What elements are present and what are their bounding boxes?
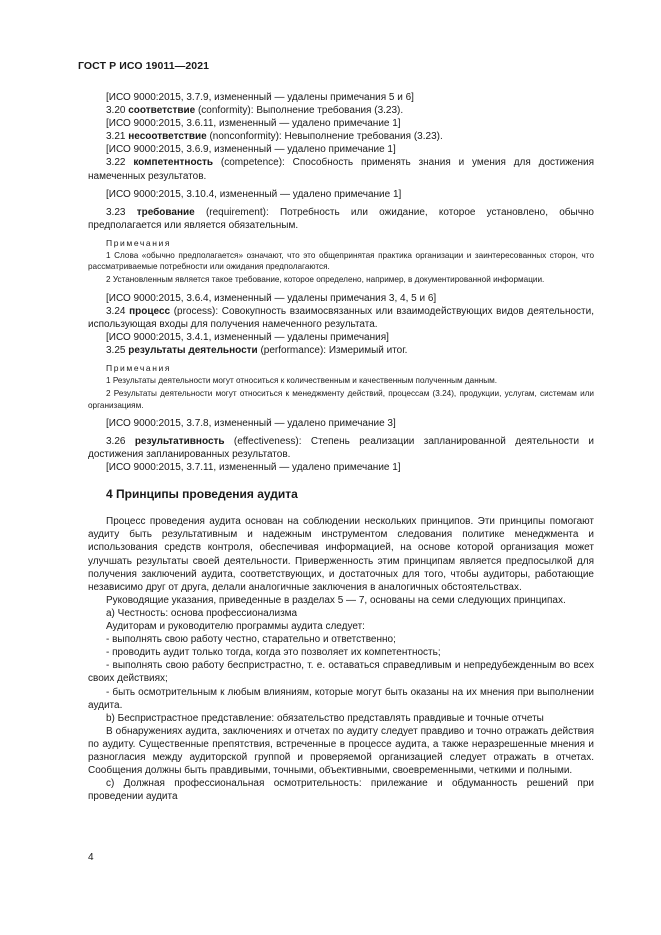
list-item: - выполнять свою работу честно, старательно и ответственно;: [106, 634, 396, 646]
principle-c-title: с) Должная профессиональная осмотрительность: прилежание и обдуманность решений при проведении аудита: [88, 778, 594, 803]
page-number: 4: [88, 852, 94, 863]
section-heading: 4 Принципы проведения аудита: [106, 487, 298, 502]
term-3-20: 3.20 соответствие (conformity): Выполнение требования (3.23).: [106, 105, 404, 117]
paragraph: Процесс проведения аудита основан на соблюдении нескольких принципов. Эти принципы помогают аудиту быть результативным и надежным инструментом следования политике менеджмента и использования средств контроля, обеспечивая информацией, на основе которой организация может улучшать результаты своей деятельности. Приверженность этим принципам является предпосылкой для получения заключений аудита, соответствующих, и достаточных для того, чтобы аудиторы, работающие независимо друг от друга, делали аналогичные заключения в аналогичных обстоятельствах.: [88, 516, 594, 593]
term-3-25: 3.25 результаты деятельности (performance): Измеримый итог.: [106, 345, 408, 357]
term-name: требование: [136, 206, 195, 218]
note-item: 1 Слова «обычно предполагается» означают, что это общепринятая практика организации и заинтересованных сторон, что рассматриваемые потребности или ожидания предполагаются.: [88, 251, 594, 272]
document-header: ГОСТ Р ИСО 19011—2021: [78, 60, 210, 72]
page-body: [88, 91, 594, 803]
term-name: компетентность: [133, 157, 214, 169]
note-item: 2 Установленным является такое требование, которое определено, например, в документированной информации.: [106, 275, 545, 285]
term-3-24: 3.24 процесс (process): Совокупность взаимосвязанных или взаимодействующих видов деятельности, использующая входы для получения намеченного результата.: [88, 305, 594, 330]
term-name: несоответствие: [128, 131, 207, 143]
paragraph: Руководящие указания, приведенные в разделах 5 — 7, основаны на семи следующих принципах.: [106, 594, 566, 606]
source-reference: [ИСО 9000:2015, 3.7.9, измененный — удалены примечания 5 и 6]: [106, 92, 414, 103]
source-reference: [ИСО 9000:2015, 3.7.8, измененный — удалено примечание 3]: [106, 417, 396, 429]
principle-b-title: b) Беспристрастное представление: обязательство представлять правдивые и точные отчеты: [106, 712, 544, 724]
paragraph: В обнаружениях аудита, заключениях и отчетах по аудиту следует правдиво и точно отражать действия по аудиту. Существенные препятствия, встреченные в процессе аудита, а также неразрешенные мнения и разногласия между аудиторской группой и проверяемой организацией следует отражать в отчетах. Сообщения должны быть правдивыми, точными, объективными, своевременными, четкими и полными.: [88, 725, 594, 777]
source-reference: [ИСО 9000:2015, 3.10.4, измененный — удалено примечание 1]: [106, 188, 402, 200]
term-name: результаты деятельности: [128, 345, 258, 357]
note-item: 2 Результаты деятельности могут относиться к менеджменту действий, процессам (3.24), продукции, услугам, системам или организациям.: [88, 389, 594, 410]
source-reference: [ИСО 9000:2015, 3.6.9, измененный — удалено примечание 1]: [106, 144, 396, 156]
term-name: результативность: [134, 435, 225, 447]
term-3-23: 3.23 требование (requirement): Потребность или ожидание, которое установлено, обычно предполагается или является обязательным.: [88, 206, 594, 231]
list-item: - проводить аудит только тогда, когда это позволяет их компетентность;: [106, 647, 441, 659]
principle-a-title: а) Честность: основа профессионализма: [106, 607, 298, 619]
list-item: - выполнять свою работу беспристрастно, т. е. оставаться справедливым и непредубежденным во всех своих действиях;: [88, 660, 594, 685]
term-name: процесс: [129, 305, 171, 317]
list-item: - быть осмотрительным к любым влияниям, которые могут быть оказаны на их мнения при выполнении аудита.: [88, 686, 594, 711]
term-name: соответствие: [128, 105, 196, 117]
paragraph: Аудиторам и руководителю программы аудита следует:: [106, 621, 365, 633]
term-3-21: 3.21 несоответствие (nonconformity): Невыполнение требования (3.23).: [106, 131, 443, 143]
source-reference: [ИСО 9000:2015, 3.6.4, измененный — удалены примечания 3, 4, 5 и 6]: [106, 292, 437, 304]
term-3-26: 3.26 результативность (effectiveness): Степень реализации запланированной деятельности и достижения запланированных результатов.: [88, 435, 594, 460]
source-reference: [ИСО 9000:2015, 3.6.11, измененный — удалено примечание 1]: [106, 118, 401, 130]
source-reference: [ИСО 9000:2015, 3.7.11, измененный — удалено примечание 1]: [106, 462, 401, 474]
notes-heading: Примечания: [106, 363, 172, 374]
term-3-22: 3.22 компетентность (competence): Способность применять знания и умения для достижения намеченных результатов.: [88, 157, 594, 182]
notes-heading: Примечания: [106, 237, 172, 248]
source-reference: [ИСО 9000:2015, 3.4.1, измененный — удалены примечания]: [106, 331, 389, 343]
note-item: 1 Результаты деятельности могут относиться к количественным и качественным полученным данным.: [106, 376, 498, 386]
